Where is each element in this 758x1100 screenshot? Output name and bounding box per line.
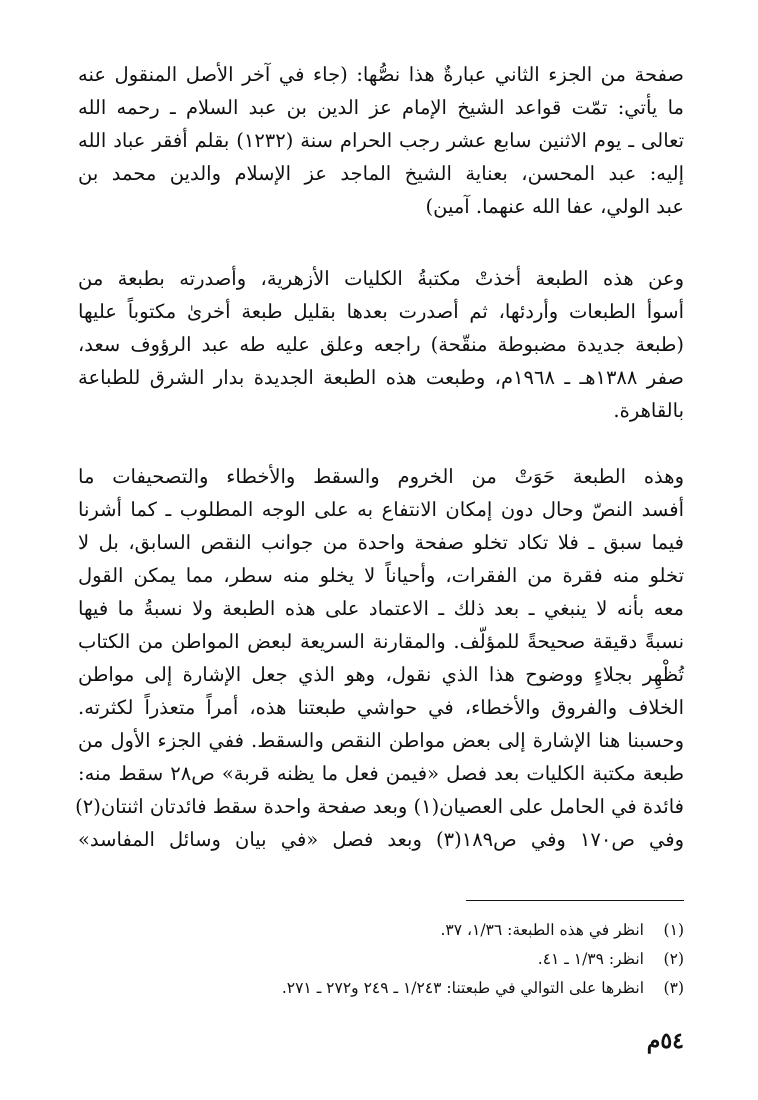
text-line: وهذه الطبعة حَوَتْ من الخروم والسقط والأخطاء والتصحيفات ما [78, 465, 684, 488]
text-line: أسوأ الطبعات وأردئها، ثم أصدرت بعدها بقليل طبعة أخرىٰ مكتوباً عليها [78, 300, 684, 323]
text-line: تُظْهِر بجلاءٍ ووضوح هذا الذي نقول، وهو الذي جعل الإشارة إلى مواطن [78, 663, 684, 686]
text-line: الخلاف والفروق والأخطاء، في حواشي طبعتنا هذه، أمراً متعذراً لكثرته. [78, 696, 684, 719]
text-line: إليه: عبد المحسن، بعناية الشيخ الماجد عز الإسلام والدين محمد بن [78, 162, 684, 185]
text-line: بالقاهرة. [613, 399, 684, 422]
text-line: تخلو منه فقرة من الفقرات، وأحياناً لا يخلو منه سطر، مما يمكن القول [78, 564, 684, 587]
text-line: تعالى ـ يوم الاثنين سابع عشر رجب الحرام سنة (١٢٣٢) بقلم أفقر عباد الله [78, 129, 684, 152]
paragraph-edition-defects [75, 460, 685, 856]
text-line: فائدة في الحامل على العصيان(١) وبعد صفحة واحدة سقط فائدتان اثنتان(٢) [75, 795, 684, 818]
text-line: أفسد النصّ وحال دون إمكان الانتفاع به على الوجه المطلوب ـ كما أشرنا [78, 498, 684, 521]
text-line: صفحة من الجزء الثاني عبارةٌ هذا نصُّها: (جاء في آخر الأصل المنقول عنه [78, 63, 684, 86]
document-page [75, 58, 685, 1058]
footnote-number: (٢) [663, 950, 684, 968]
text-line: صفر ١٣٨٨هـ ـ ١٩٦٨م، وطبعت هذه الطبعة الجديدة بدار الشرق للطباعة [78, 366, 684, 389]
footnote-text: انظر في هذه الطبعة: ١/٣٦، ٣٧. [440, 921, 644, 939]
footnote [78, 916, 684, 945]
text-line: ما يأتي: تمّت قواعد الشيخ الإمام عز الدين بن عبد السلام ـ رحمه الله [78, 96, 684, 119]
page-number: ٥٤م [646, 1028, 684, 1054]
text-line: وفي ص١٧٠ وفي ص١٨٩(٣) وبعد فصل «في بيان وسائل المفاسد» [78, 828, 685, 851]
footnote [78, 974, 684, 1003]
paragraph-kulliyat-edition [78, 262, 684, 427]
text-line: فيما سبق ـ فلا تكاد تخلو صفحة واحدة من جوانب النقص السابق، بل لا [78, 531, 684, 554]
footnotes [78, 916, 684, 1003]
text-line: نسبةً دقيقة صحيحةً للمؤلّف. والمقارنة السريعة لبعض المواطن من الكتاب [78, 630, 684, 653]
footnote-number: (٣) [663, 979, 684, 997]
footnote-number: (١) [663, 921, 684, 939]
footnote-text: انظر: ١/٣٩ ـ ٤١. [537, 950, 644, 968]
text-line: (طبعة جديدة مضبوطة منقّحة) راجعه وعلق عليه طه عبد الرؤوف سعد، [78, 333, 684, 356]
text-line: وعن هذه الطبعة أخذتْ مكتبةُ الكليات الأزهرية، وأصدرته بطبعة من [78, 267, 684, 290]
text-line: عبد الولي، عفا الله عنهما. آمين) [425, 195, 684, 218]
text-line: طبعة مكتبة الكليات بعد فصل «فيمن فعل ما يظنه قربة» ص٢٨ سقط منه: [78, 762, 684, 785]
footnote-divider [466, 900, 684, 901]
text-line: وحسبنا هنا الإشارة إلى بعض مواطن النقص والسقط. ففي الجزء الأول من [78, 729, 684, 752]
paragraph-manuscript-colophon [78, 58, 684, 223]
footnote [78, 945, 684, 974]
footnote-text: انظرها على التوالي في طبعتنا: ١/٢٤٣ ـ ٢٤٩ و٢٧٢ ـ ٢٧١. [281, 979, 644, 997]
text-line: معه بأنه لا ينبغي ـ بعد ذلك ـ الاعتماد على هذه الطبعة ولا نسبةُ ما فيها [78, 597, 684, 620]
